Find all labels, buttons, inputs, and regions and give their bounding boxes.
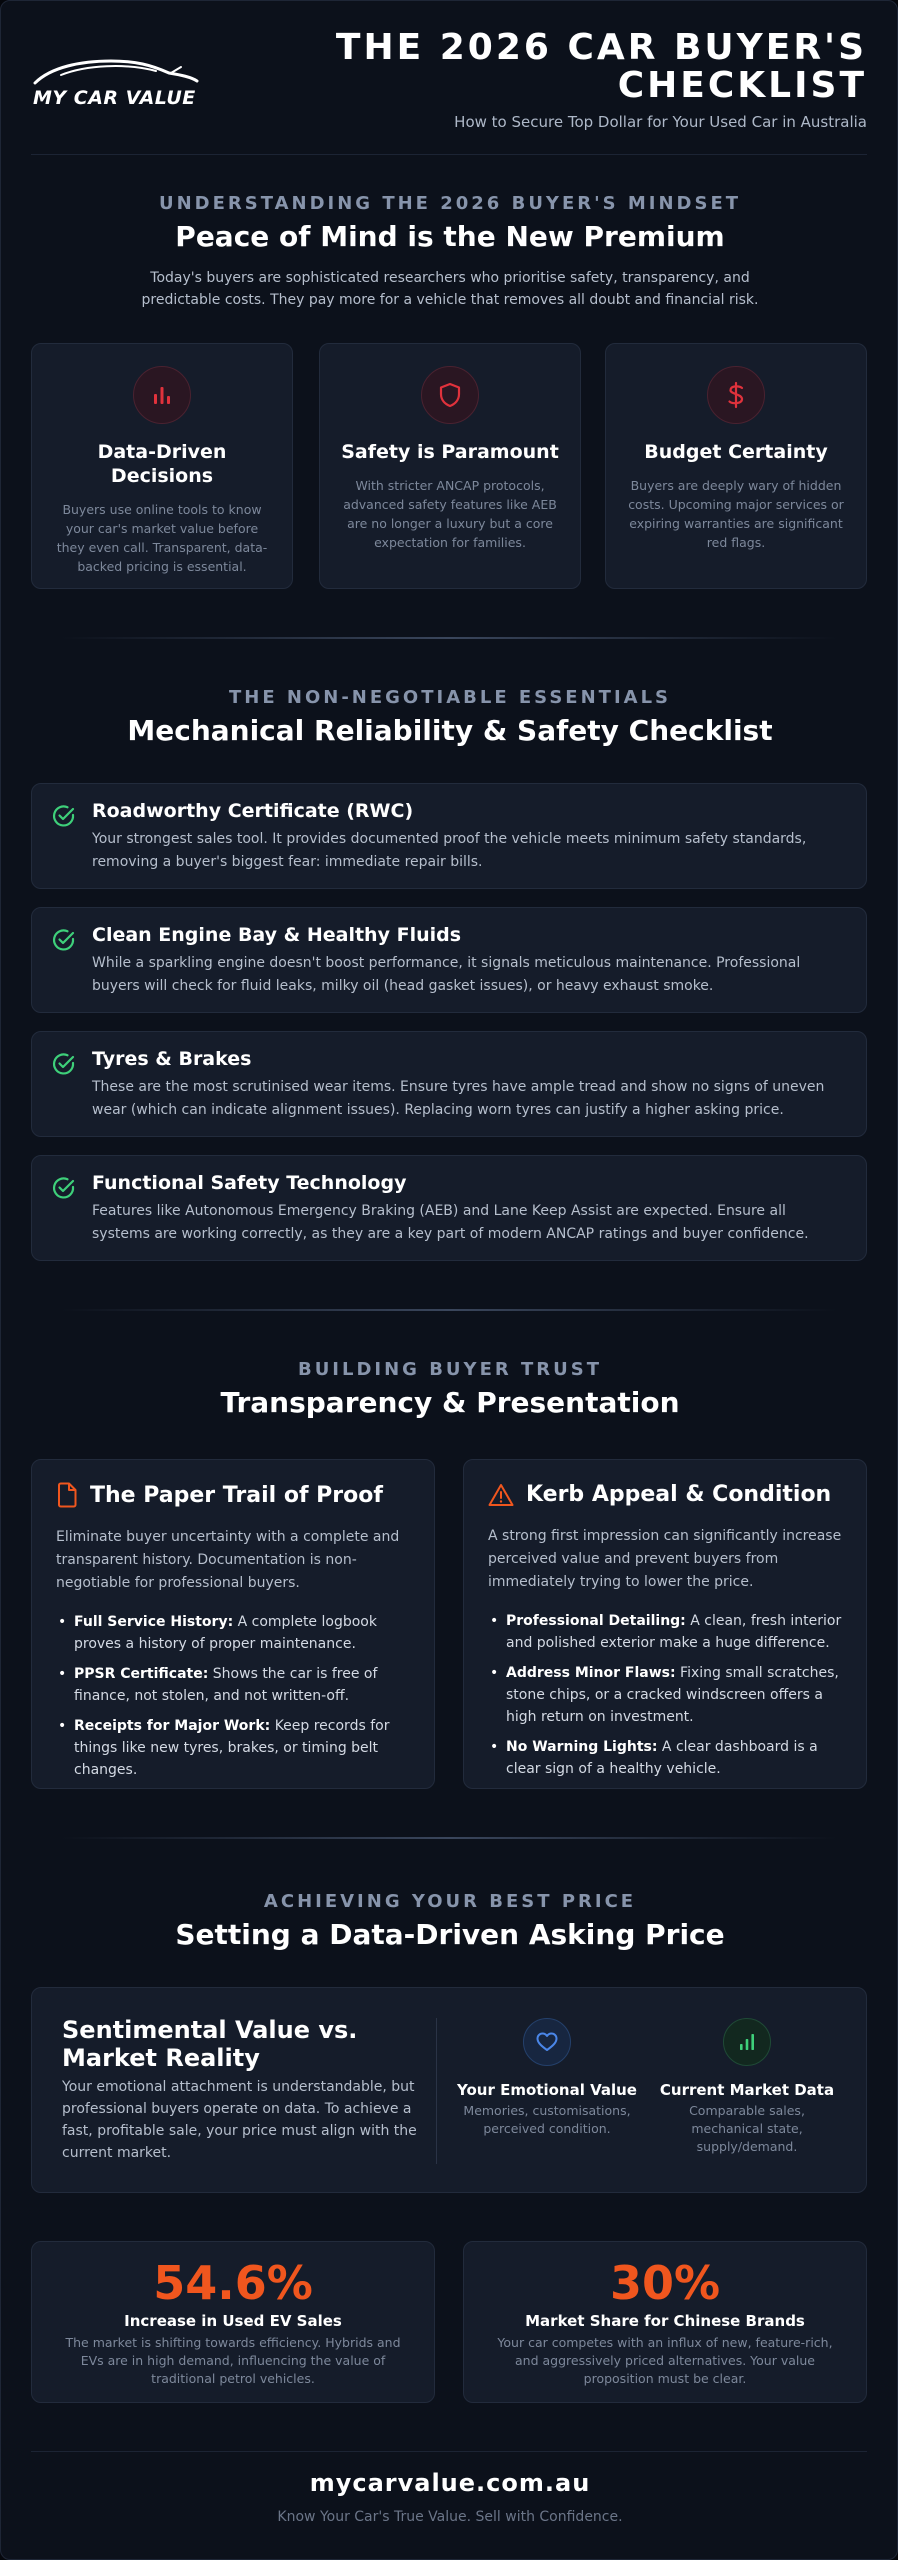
mindset-card-budget bbox=[605, 343, 867, 589]
mindset-title: Peace of Mind is the New Premium bbox=[175, 220, 725, 253]
mindset-card-text: With stricter ANCAP protocols, advanced safety features like AEB are no longer a luxury but a core expectation for families. bbox=[343, 478, 557, 550]
stat-value: 54.6% bbox=[153, 2256, 313, 2310]
footer-tagline: Know Your Car's True Value. Sell with Confidence. bbox=[277, 2509, 623, 2525]
check-circle-icon bbox=[52, 1176, 76, 1200]
mindset-card-safety bbox=[319, 343, 581, 589]
stat-card-ev bbox=[31, 2241, 435, 2403]
mindset-card-text: Buyers use online tools to know your car's market value before they even call. Transparent, data-backed pricing is essential. bbox=[56, 502, 268, 574]
list-item-text: Fixing small scratches, stone chips, or a cracked windscreen offers a high return on investment. bbox=[506, 1665, 839, 1725]
mindset-card-text: Buyers are deeply wary of hidden costs. Upcoming major services or expiring warranties are significant red flags. bbox=[628, 478, 844, 550]
section-divider bbox=[61, 637, 837, 639]
sentimental-vs-market-card bbox=[31, 1987, 867, 2193]
kerb-appeal-card bbox=[463, 1459, 867, 1789]
check-circle-icon bbox=[52, 928, 76, 952]
stat-label: Market Share for Chinese Brands bbox=[525, 2312, 805, 2330]
page-subtitle: How to Secure Top Dollar for Your Used Car in Australia bbox=[454, 113, 867, 131]
pricing-header bbox=[1, 1891, 898, 1951]
market-data-text: Comparable sales, mechanical state, supply/demand. bbox=[689, 2103, 805, 2154]
list-item-text: Shows the car is free of finance, not stolen, and not written-off. bbox=[74, 1666, 378, 1704]
kerb-appeal-title: Kerb Appeal & Condition bbox=[526, 1482, 832, 1507]
logo-text: MY CAR VALUE bbox=[33, 87, 196, 109]
market-data-title: Current Market Data bbox=[659, 2081, 835, 2099]
list-item-text: Keep records for things like new tyres, brakes, or timing belt changes. bbox=[74, 1718, 390, 1778]
checklist-item-text: Features like Autonomous Emergency Braking (AEB) and Lane Keep Assist are expected. Ensure all systems are working correctly, as they are a key part of modern ANCAP ratings and buyer confidence. bbox=[92, 1203, 809, 1242]
paper-trail-card bbox=[31, 1459, 435, 1789]
title-block bbox=[307, 29, 867, 131]
list-item bbox=[488, 1610, 842, 1654]
mindset-header bbox=[1, 193, 898, 311]
kerb-appeal-header bbox=[488, 1482, 842, 1507]
mindset-eyebrow: UNDERSTANDING THE 2026 BUYER'S MINDSET bbox=[158, 193, 742, 214]
checklist-item-title: Clean Engine Bay & Healthy Fluids bbox=[92, 924, 462, 946]
sentimental-title: Sentimental Value vs. Market Reality bbox=[62, 2016, 358, 2072]
bar-chart-icon bbox=[133, 366, 191, 424]
footer-divider bbox=[31, 2451, 867, 2452]
list-item-text: A clean, fresh interior and polished exterior make a huge difference. bbox=[506, 1613, 842, 1651]
list-item-label: Receipts for Major Work: bbox=[74, 1718, 271, 1734]
trust-header bbox=[1, 1359, 898, 1419]
signal-bars-icon bbox=[723, 2018, 771, 2066]
paper-trail-intro: Eliminate buyer uncertainty with a complete and transparent history. Documentation is non-negotiable for professional buyers. bbox=[56, 1529, 400, 1591]
main-title-line1: THE 2026 CAR BUYER'S bbox=[335, 27, 867, 68]
list-item-label: PPSR Certificate: bbox=[74, 1666, 209, 1682]
stat-label: Increase in Used EV Sales bbox=[124, 2312, 342, 2330]
document-icon bbox=[56, 1482, 78, 1508]
pricing-eyebrow: ACHIEVING YOUR BEST PRICE bbox=[263, 1891, 637, 1912]
dollar-icon bbox=[707, 366, 765, 424]
paper-trail-header bbox=[56, 1482, 410, 1508]
checklist-item-title: Tyres & Brakes bbox=[92, 1048, 252, 1070]
list-item bbox=[56, 1611, 410, 1655]
mindset-card-data bbox=[31, 343, 293, 589]
paper-trail-title: The Paper Trail of Proof bbox=[90, 1482, 383, 1508]
essentials-eyebrow: THE NON-NEGOTIABLE ESSENTIALS bbox=[228, 687, 672, 708]
warning-icon bbox=[488, 1483, 514, 1507]
vertical-divider bbox=[436, 2018, 437, 2164]
stat-text: The market is shifting towards efficiency. Hybrids and EVs are in high demand, influencing the value of traditional petrol vehicles. bbox=[65, 2335, 401, 2386]
heart-icon bbox=[523, 2018, 571, 2066]
pricing-title: Setting a Data-Driven Asking Price bbox=[175, 1918, 725, 1951]
trust-eyebrow: BUILDING BUYER TRUST bbox=[297, 1359, 603, 1380]
kerb-appeal-list bbox=[488, 1610, 842, 1780]
trust-title: Transparency & Presentation bbox=[220, 1386, 680, 1419]
shield-icon bbox=[421, 366, 479, 424]
stat-card-chinese-brands bbox=[463, 2241, 867, 2403]
header-divider bbox=[31, 154, 867, 155]
checklist-item-title: Functional Safety Technology bbox=[92, 1172, 407, 1194]
stat-text: Your car competes with an influx of new, feature-rich, and aggressively priced alternatives. Your value proposition must be clear. bbox=[497, 2335, 833, 2386]
emotional-value-title: Your Emotional Value bbox=[457, 2081, 637, 2099]
checklist-item bbox=[31, 783, 867, 889]
kerb-appeal-intro: A strong first impression can significantly increase perceived value and prevent buyers from immediately trying to lower the price. bbox=[488, 1528, 842, 1590]
emotional-value-text: Memories, customisations, perceived condition. bbox=[463, 2103, 631, 2136]
section-divider bbox=[61, 1309, 837, 1311]
list-item-label: Address Minor Flaws: bbox=[506, 1665, 676, 1681]
section-divider bbox=[61, 1837, 837, 1839]
list-item bbox=[56, 1663, 410, 1707]
checklist-item-text: Your strongest sales tool. It provides documented proof the vehicle meets minimum safety standards, removing a buyer's biggest fear: immediate repair bills. bbox=[92, 831, 807, 870]
checklist-item bbox=[31, 1031, 867, 1137]
footer-url[interactable]: mycarvalue.com.au bbox=[309, 2469, 591, 2497]
emotional-value-block bbox=[452, 2018, 642, 2138]
mindset-card-title: Safety is Paramount bbox=[341, 441, 559, 463]
list-item-label: Professional Detailing: bbox=[506, 1613, 686, 1629]
checklist-item-text: While a sparkling engine doesn't boost performance, it signals meticulous maintenance. Professional buyers will check for fluid leaks, milky oil (head gasket issues), or heavy exhaust smoke. bbox=[92, 955, 801, 994]
header bbox=[31, 29, 867, 129]
essentials-title: Mechanical Reliability & Safety Checklist bbox=[127, 714, 773, 747]
car-silhouette-icon bbox=[31, 53, 201, 87]
checklist-item bbox=[31, 907, 867, 1013]
list-item-label: No Warning Lights: bbox=[506, 1739, 658, 1755]
list-item bbox=[488, 1736, 842, 1780]
checklist-item-title: Roadworthy Certificate (RWC) bbox=[92, 800, 414, 822]
list-item-text: A clear dashboard is a clear sign of a healthy vehicle. bbox=[506, 1739, 818, 1777]
mindset-card-title: Data-Driven Decisions bbox=[97, 441, 227, 487]
stat-value: 30% bbox=[609, 2256, 721, 2310]
list-item-text: A complete logbook proves a history of proper maintenance. bbox=[74, 1614, 377, 1652]
sentimental-text: Your emotional attachment is understandable, but professional buyers operate on data. To achieve a fast, profitable sale, your price must align with the current market. bbox=[62, 2079, 417, 2161]
mindset-card-title: Budget Certainty bbox=[644, 441, 828, 463]
check-circle-icon bbox=[52, 804, 76, 828]
paper-trail-list bbox=[56, 1611, 410, 1781]
logo bbox=[31, 53, 201, 113]
footer bbox=[1, 2469, 898, 2525]
checklist-item-text: These are the most scrutinised wear items. Ensure tyres have ample tread and show no signs of uneven wear (which can indicate alignment issues). Replacing worn tyres can justify a higher asking price. bbox=[92, 1079, 825, 1118]
check-circle-icon bbox=[52, 1052, 76, 1076]
list-item-label: Full Service History: bbox=[74, 1614, 234, 1630]
main-title-line2: CHECKLIST bbox=[617, 65, 867, 106]
checklist-item bbox=[31, 1155, 867, 1261]
list-item bbox=[56, 1715, 410, 1781]
mindset-description: Today's buyers are sophisticated researchers who prioritise safety, transparency, and predictable costs. They pay more for a vehicle that removes all doubt and financial risk. bbox=[141, 270, 759, 308]
list-item bbox=[488, 1662, 842, 1728]
essentials-header bbox=[1, 687, 898, 747]
market-data-block bbox=[652, 2018, 842, 2156]
